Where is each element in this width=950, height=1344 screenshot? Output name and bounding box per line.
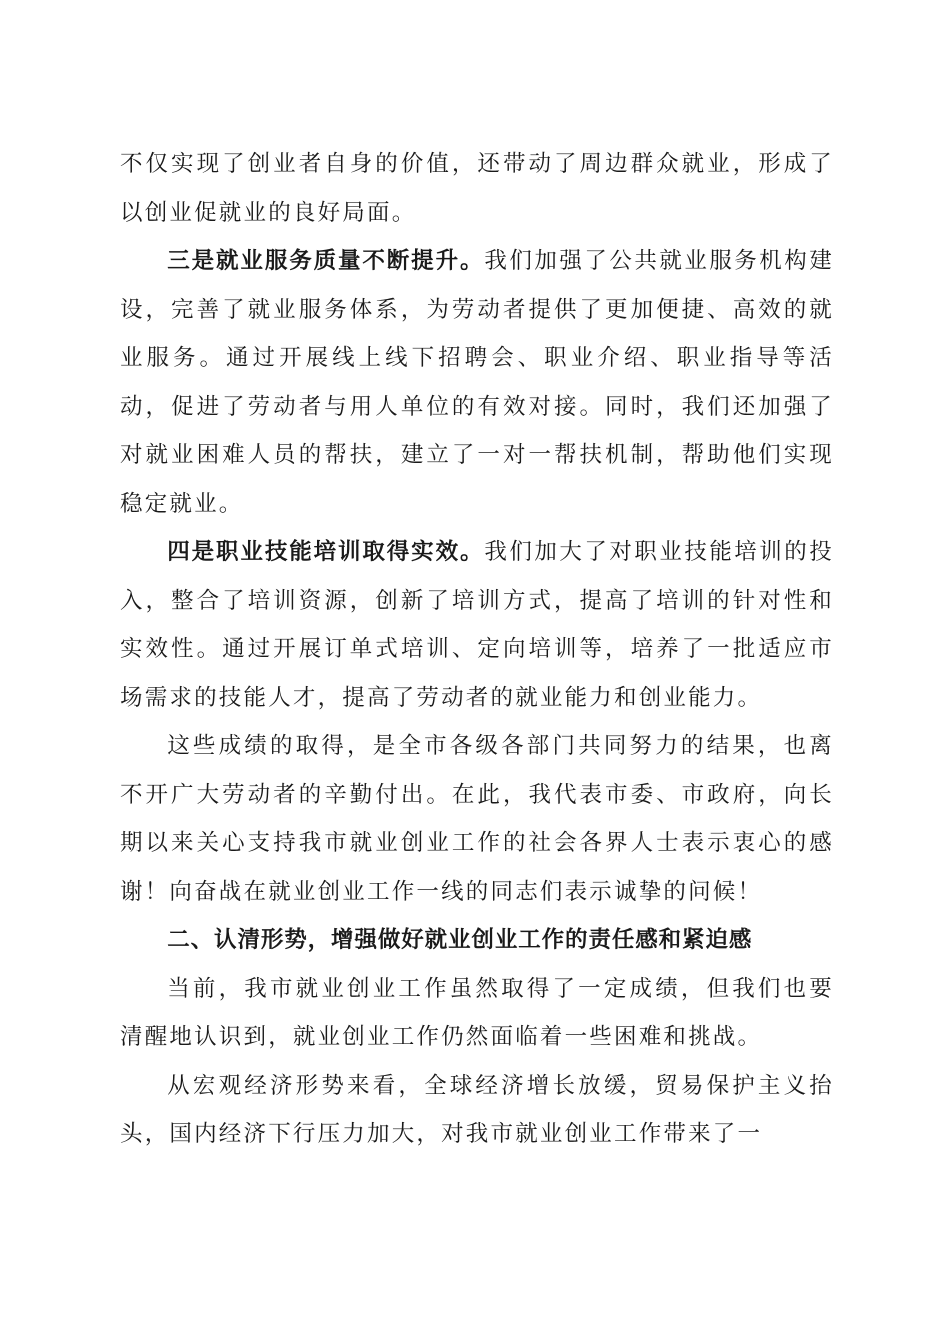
paragraph-acknowledgement	[120, 722, 834, 916]
paragraph-skills-training	[120, 528, 834, 722]
paragraph-text: 我们加强了公共就业服务机构建设，完善了就业服务体系，为劳动者提供了更加便捷、高效的就业服务。通过开展线上线下招聘会、职业介绍、职业指导等活动，促进了劳动者与用人单位的有效对接。同时，我们还加强了对就业困难人员的帮扶，建立了一对一帮扶机制，帮助他们实现稳定就业。	[120, 248, 834, 517]
paragraph-lead: 四是职业技能培训取得实效。	[167, 539, 485, 565]
section-heading: 二、认清形势，增强做好就业创业工作的责任感和紧迫感	[167, 927, 753, 953]
paragraph-lead: 三是就业服务质量不断提升。	[167, 248, 485, 274]
paragraph-text: 不仅实现了创业者自身的价值，还带动了周边群众就业，形成了以创业促就业的良好局面。	[120, 151, 834, 226]
paragraph-macro-economy	[120, 1062, 834, 1159]
paragraph-current-situation	[120, 965, 834, 1062]
paragraph-text: 我们加大了对职业技能培训的投入，整合了培训资源，创新了培训方式，提高了培训的针对性和实效性。通过开展订单式培训、定向培训等，培养了一批适应市场需求的技能人才，提高了劳动者的就业能力和创业能力。	[120, 539, 834, 711]
paragraph-continuation	[120, 140, 834, 237]
paragraph-service-quality	[120, 237, 834, 528]
paragraph-text: 从宏观经济形势来看，全球经济增长放缓，贸易保护主义抬头，国内经济下行压力加大，对我市就业创业工作带来了一	[120, 1072, 834, 1147]
paragraph-text: 当前，我市就业创业工作虽然取得了一定成绩，但我们也要清醒地认识到，就业创业工作仍然面临着一些困难和挑战。	[120, 975, 834, 1050]
document-body	[120, 140, 834, 1159]
paragraph-text: 这些成绩的取得，是全市各级各部门共同努力的结果，也离不开广大劳动者的辛勤付出。在此，我代表市委、市政府，向长期以来关心支持我市就业创业工作的社会各界人士表示衷心的感谢！向奋战在就业创业工作一线的同志们表示诚挚的问候！	[120, 733, 834, 905]
